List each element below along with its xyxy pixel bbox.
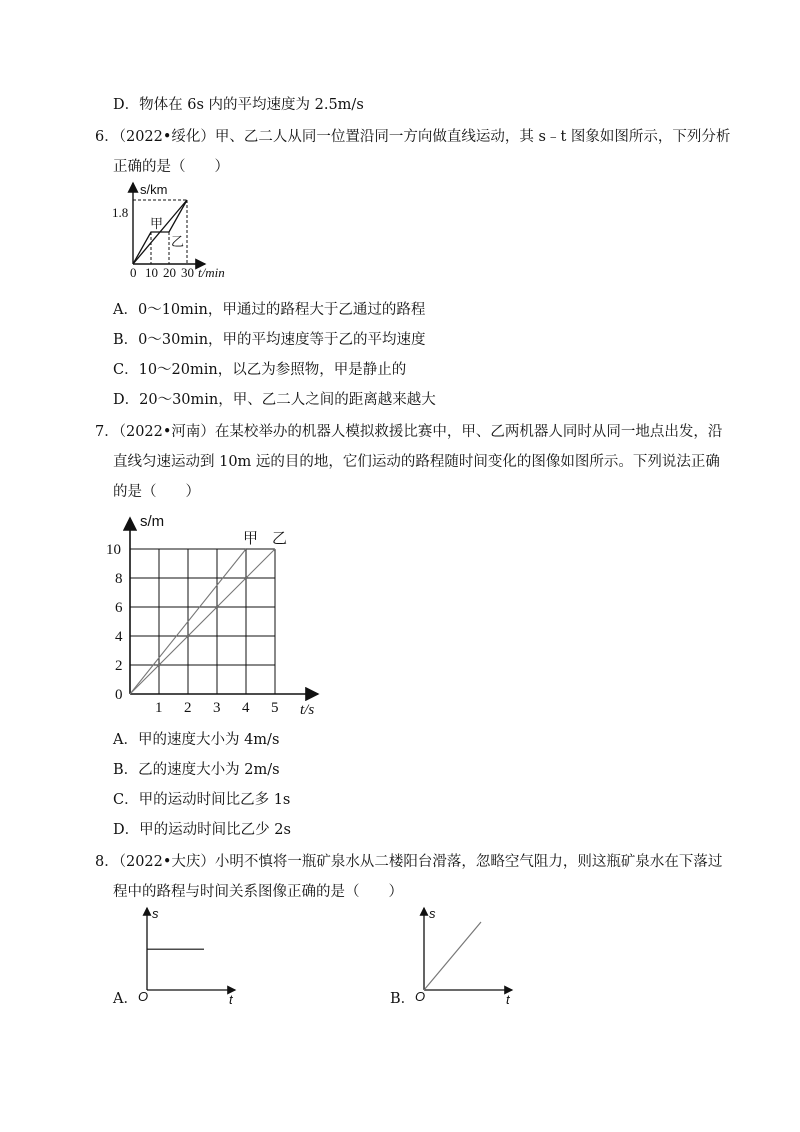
q7-st-graph [106,510,340,725]
q7-x-tick-label: 1 [155,700,163,716]
q8-option-a-label: A． [113,991,138,1007]
q8a-x-axis-label: t [229,992,233,1007]
q6-y-axis-label: s/km [140,182,168,197]
q7-series-line [130,549,275,694]
q8b-x-axis-label: t [506,992,510,1007]
q7-y-tick-label: 10 [106,542,121,558]
q7-stem-line1: 7．（2022•河南）在某校举办的机器人模拟救援比赛中，甲、乙两机器人同时从同一地点出发，沿 [95,424,723,440]
q6-label-yi: 乙 [171,234,185,249]
q6-option-a: A．0～10min，甲通过的路程大于乙通过的路程 [113,302,426,318]
q6-option-b: B．0～30min，甲的平均速度等于乙的平均速度 [113,332,426,348]
q7-option-b: B．乙的速度大小为 2m/s [113,762,280,778]
q7-option-d: D．甲的运动时间比乙少 2s [113,822,291,838]
q8-graph-a [135,905,245,1005]
q8b-origin-label: O [415,989,426,1004]
q7-y-tick-label: 0 [115,687,123,703]
q7-y-tick-label: 8 [115,571,123,587]
q6-x-tick-label: 0 [130,265,137,280]
q6-x-tick-label: 10 [145,265,158,280]
q6-y-tick: 1.8 [112,205,129,220]
q7-y-tick-label: 2 [115,658,123,674]
q7-label-yi: 乙 [272,531,288,547]
q8-graph-b [412,905,522,1005]
q5-option-d: D．物体在 6s 内的平均速度为 2.5m/s [113,97,364,113]
q6-stem-line1: 6．（2022•绥化）甲、乙二人从同一位置沿同一方向做直线运动，其 s﹣t 图象如图所示，下列分析 [95,129,731,145]
q8-series-line [424,922,481,990]
q7-y-tick-label: 6 [115,600,123,616]
q7-label-jia: 甲 [243,531,259,547]
q7-x-tick-label: 4 [242,700,250,716]
q6-x-tick-label: 20 [163,265,176,280]
q7-x-axis-label: t/s [300,702,315,718]
q8b-y-axis-label: s [429,906,436,921]
q7-y-tick-label: 4 [115,629,123,645]
q6-option-d: D．20～30min，甲、乙二人之间的距离越来越大 [113,392,436,408]
q8-option-b-label: B． [390,991,416,1007]
q6-st-graph [100,180,240,280]
q6-x-tick-label: 30 [181,265,194,280]
q7-x-tick-label: 5 [271,700,279,716]
q7-option-a: A．甲的速度大小为 4m/s [113,732,280,748]
q6-x-axis-label: t/min [198,265,225,280]
q6-option-c: C．10～20min，以乙为参照物，甲是静止的 [113,362,407,378]
q7-stem-line3: 的是（ ） [113,484,200,500]
q6-label-jia: 甲 [150,216,164,231]
q8-stem-line1: 8．（2022•大庆）小明不慎将一瓶矿泉水从二楼阳台滑落，忽略空气阻力，则这瓶矿泉水在下落过 [95,854,723,870]
q8a-y-axis-label: s [152,906,159,921]
q7-x-tick-label: 2 [184,700,192,716]
q7-x-tick-label: 3 [213,700,221,716]
q6-series-line [133,200,187,264]
q8a-origin-label: O [138,989,149,1004]
q7-y-axis-label: s/m [140,513,165,530]
q7-stem-line2: 直线匀速运动到 10m 远的目的地，它们运动的路程随时间变化的图像如图所示。下列说法正确 [113,454,720,470]
q6-stem-line2: 正确的是（ ） [113,159,229,175]
q7-option-c: C．甲的运动时间比乙多 1s [113,792,291,808]
q8-stem-line2: 程中的路程与时间关系图像正确的是（ ） [113,884,403,900]
